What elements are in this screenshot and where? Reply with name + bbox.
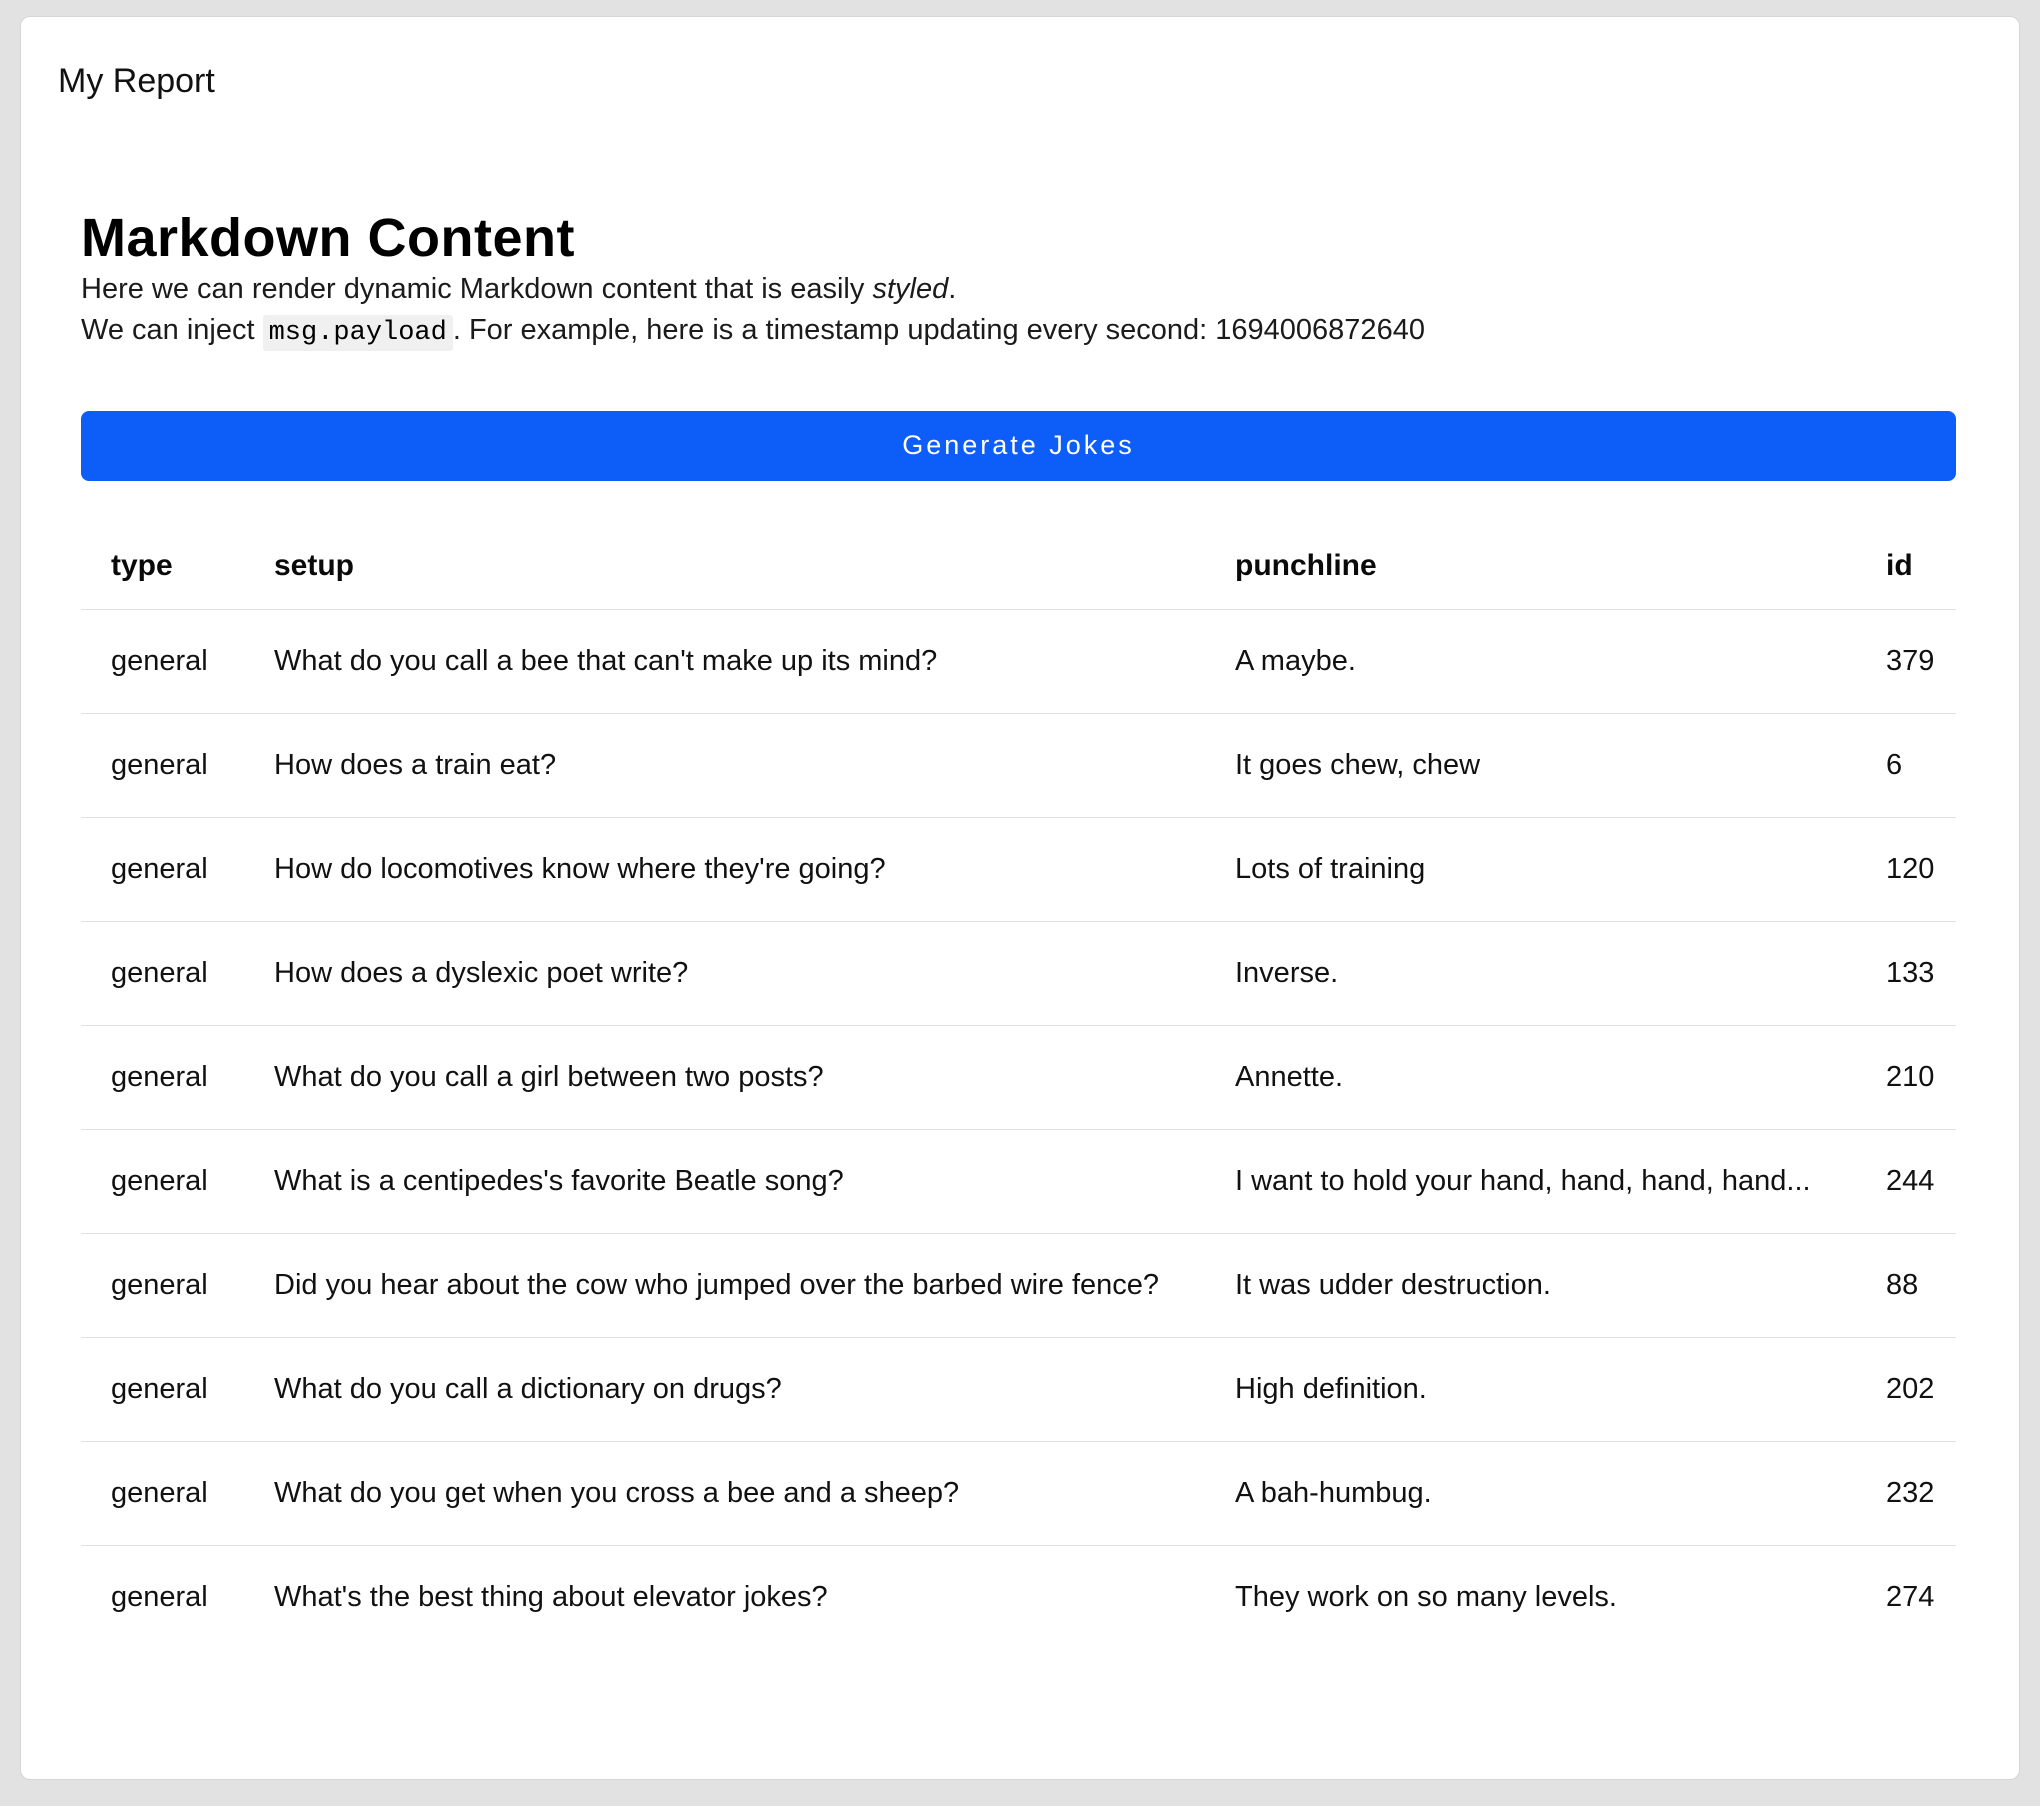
cell-type: general [81,921,244,1025]
table-row [81,1025,1956,1129]
cell-type: general [81,609,244,713]
cell-setup: How does a train eat? [244,713,1205,817]
cell-type: general [81,1129,244,1233]
markdown-paragraph-1 [81,269,1956,310]
table-row [81,1337,1956,1441]
cell-punchline: They work on so many levels. [1235,1580,1617,1613]
generate-jokes-button[interactable]: Generate Jokes [81,411,1956,481]
cell-id: 232 [1856,1441,1956,1545]
table-row [81,1129,1956,1233]
cell-setup: What do you call a bee that can't make up its mind? [244,609,1205,713]
cell-setup: How do locomotives know where they're going? [244,817,1205,921]
cell-setup: What is a centipedes's favorite Beatle song? [244,1129,1205,1233]
report-card [20,16,2020,1780]
cell-type: general [81,817,244,921]
paragraph-2-text: We can inject [81,313,263,346]
table-row [81,1233,1956,1337]
column-header-punchline: punchline [1205,499,1856,610]
cell-punchline: A bah-humbug. [1205,1441,1856,1545]
cell-type: general [81,1441,244,1545]
cell-id: 379 [1856,609,1956,713]
jokes-table [81,499,1956,1650]
jokes-table-header-row [81,499,1956,610]
cell-punchline: I want to hold your hand, hand, hand, hand... [1205,1129,1856,1233]
cell-setup: What do you call a girl between two posts? [244,1025,1205,1129]
column-header-type: type [81,499,244,610]
paragraph-1-text: Here we can render dynamic Markdown content that is easily [81,273,873,306]
page-title: My Report [58,62,215,100]
timestamp-value: 1694006872640 [1215,313,1425,346]
cell-punchline: Lots of training [1205,817,1856,921]
cell-punchline: Inverse. [1205,921,1856,1025]
column-header-id: id [1856,499,1956,610]
cell-setup: What do you call a dictionary on drugs? [244,1337,1205,1441]
column-header-setup: setup [244,499,1205,610]
jokes-table-body [81,609,1956,1649]
cell-setup: How does a dyslexic poet write? [244,921,1205,1025]
cell-setup: What do you get when you cross a bee and a sheep? [244,1441,1205,1545]
table-row [81,609,1956,713]
cell-id: 244 [1856,1129,1956,1233]
cell-type: general [81,1025,244,1129]
table-row [81,817,1956,921]
cell-id: 120 [1856,817,1956,921]
markdown-heading: Markdown Content [81,208,575,269]
cell-punchline: It goes chew, chew [1205,713,1856,817]
table-row [81,713,1956,817]
table-row [81,1545,1956,1649]
cell-id: 88 [1856,1233,1956,1337]
table-row [81,1441,1956,1545]
cell-type: general [81,713,244,817]
cell-id: 202 [1856,1337,1956,1441]
paragraph-2-text-after-code: . For example, here is a timestamp updating every second: [452,313,1216,346]
markdown-content-section [81,207,1956,1649]
table-row [81,921,1956,1025]
cell-type: general [81,1233,244,1337]
cell-type: general [111,1580,208,1613]
cell-punchline: A maybe. [1205,609,1856,713]
cell-id: 133 [1856,921,1956,1025]
paragraph-1-italic-text: styled [872,273,949,306]
cell-id: 274 [1886,1580,1935,1613]
cell-setup: What's the best thing about elevator jokes? [274,1580,828,1613]
jokes-table-header [81,499,1956,610]
markdown-paragraph-2 [81,310,1956,353]
cell-id: 210 [1856,1025,1956,1129]
cell-type: general [81,1337,244,1441]
cell-punchline: It was udder destruction. [1205,1233,1856,1337]
cell-punchline: High definition. [1205,1337,1856,1441]
paragraph-1-period: . [948,273,957,306]
cell-punchline: Annette. [1205,1025,1856,1129]
msg-payload-code-chip: msg.payload [263,315,453,351]
cell-setup: Did you hear about the cow who jumped over the barbed wire fence? [244,1233,1205,1337]
cell-id: 6 [1856,713,1956,817]
